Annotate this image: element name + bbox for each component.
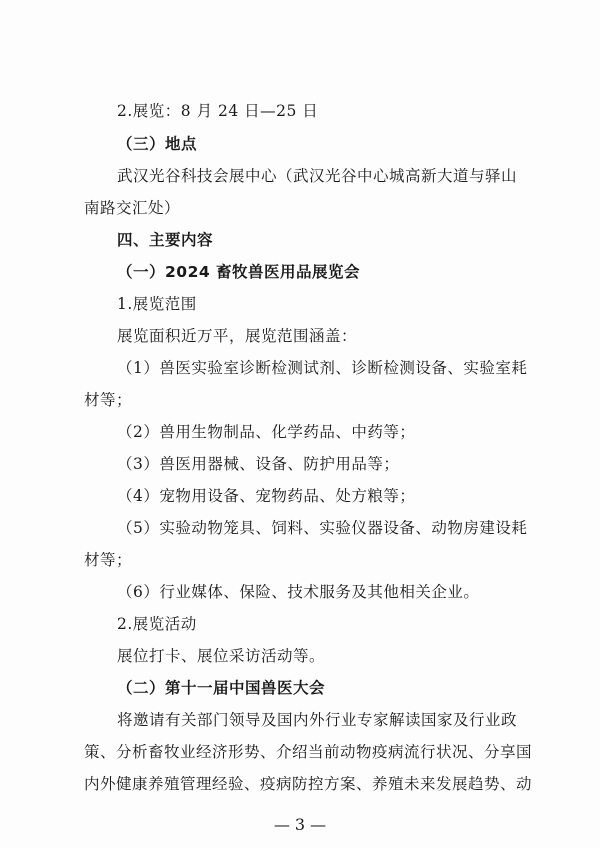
location-line-2: 南路交汇处） bbox=[84, 199, 181, 217]
expo-subheading: （一）2024 畜牧兽医用品展览会 bbox=[117, 263, 361, 281]
exhibition-scope-heading: 1.展览范围 bbox=[117, 295, 197, 313]
scope-item-1-line-2: 材等； bbox=[84, 391, 133, 409]
exhibition-activities-heading: 2.展览活动 bbox=[117, 615, 197, 633]
scope-item-5-line-1: （5）实验动物笼具、饲料、实验仪器设备、动物房建设耗 bbox=[117, 519, 528, 537]
congress-subheading: （二）第十一届中国兽医大会 bbox=[117, 679, 326, 697]
main-content-heading: 四、主要内容 bbox=[117, 231, 214, 249]
scope-item-6: （6）行业媒体、保险、技术服务及其他相关企业。 bbox=[117, 583, 480, 601]
congress-paragraph-line-2: 策、分析畜牧业经济形势、介绍当前动物疫病流行状况、分享国 bbox=[84, 743, 533, 761]
scope-item-5-line-2: 材等； bbox=[84, 551, 133, 569]
section-location-heading: （三）地点 bbox=[117, 135, 198, 153]
location-line-1: 武汉光谷科技会展中心（武汉光谷中心城高新大道与驿山 bbox=[117, 167, 518, 185]
scope-item-3: （3）兽医用器械、设备、防护用品等； bbox=[117, 455, 400, 473]
congress-paragraph-line-1: 将邀请有关部门领导及国内外行业专家解读国家及行业政 bbox=[117, 711, 518, 729]
exhibition-area-line: 展览面积近万平，展览范围涵盖： bbox=[117, 327, 358, 345]
scope-item-2: （2）兽用生物制品、化学药品、中药等； bbox=[117, 423, 416, 441]
scope-item-4: （4）宠物用设备、宠物药品、处方粮等； bbox=[117, 487, 416, 505]
scope-item-1-line-1: （1）兽医实验室诊断检测试剂、诊断检测设备、实验室耗 bbox=[117, 359, 528, 377]
exhibition-date-line: 2.展览：8 月 24 日—25 日 bbox=[117, 102, 319, 120]
congress-paragraph-line-3: 内外健康养殖管理经验、疫病防控方案、养殖未来发展趋势、动 bbox=[84, 775, 533, 793]
exhibition-activities-line: 展位打卡、展位采访活动等。 bbox=[117, 647, 326, 665]
page-number: — 3 — bbox=[273, 815, 327, 834]
